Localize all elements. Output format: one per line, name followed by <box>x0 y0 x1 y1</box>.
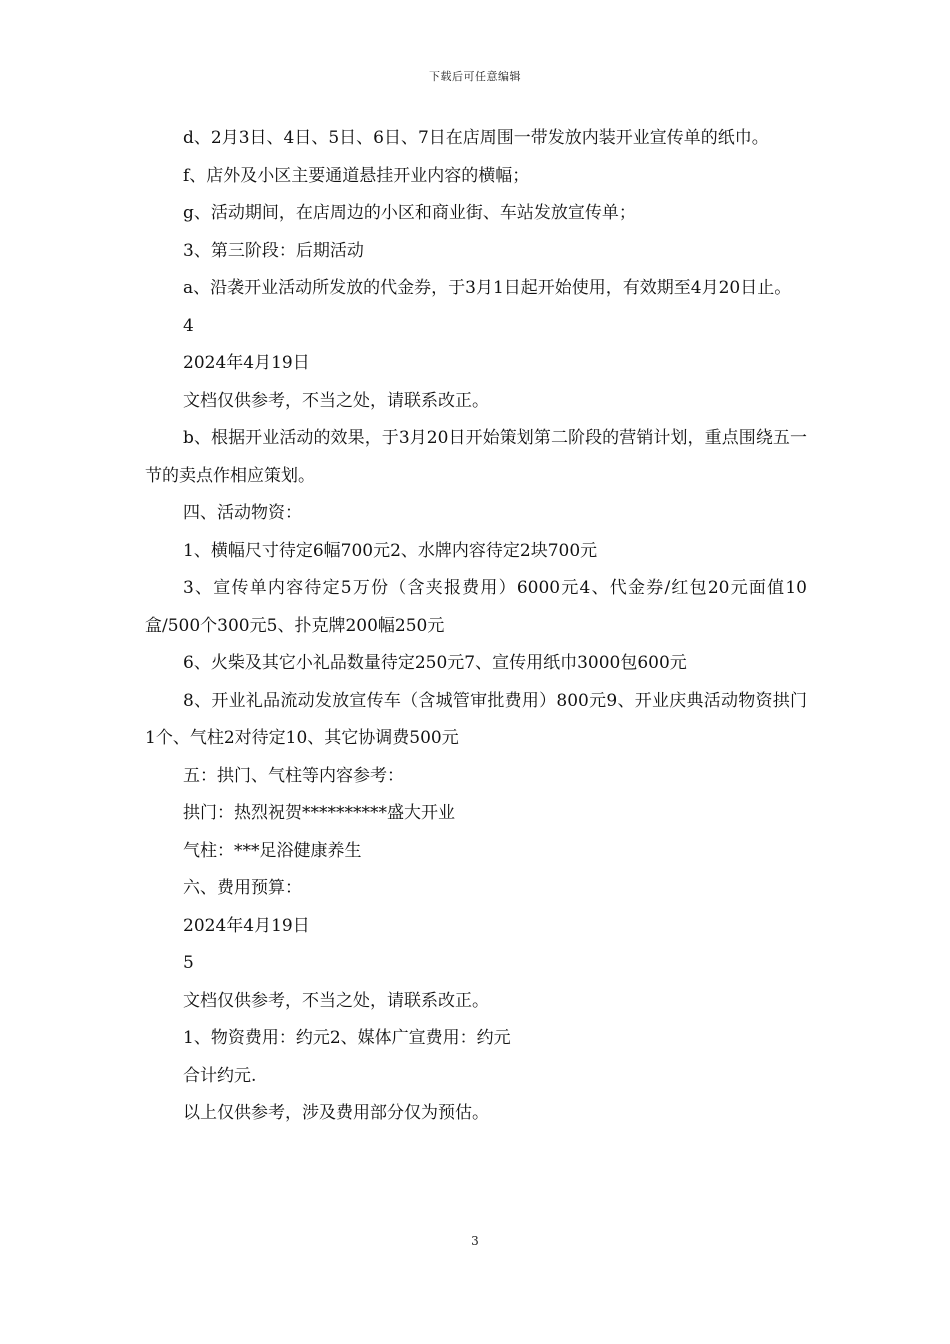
page-header: 下载后可任意编辑 <box>429 70 521 83</box>
paragraph: b、根据开业活动的效果，于3月20日开始策划第二阶段的营销计划，重点围绕五一节的卖点作相应策划。 <box>145 428 807 486</box>
section-heading: 六、费用预算： <box>183 878 302 898</box>
paragraph: 以上仅供参考，涉及费用部分仅为预估。 <box>183 1103 489 1123</box>
list-item: 3、宣传单内容待定5万份（含夹报费用）6000元4、代金券/红包20元面值10盒/500个300元5、扑克牌200幅250元 <box>145 578 807 636</box>
section-heading: 四、活动物资： <box>183 503 302 523</box>
section-heading: 五：拱门、气柱等内容参考： <box>183 765 404 786</box>
list-item: 1、横幅尺寸待定6幅700元2、水牌内容待定2块700元 <box>183 540 598 561</box>
date-line: 2024年4月19日 <box>183 915 310 936</box>
date-line: 2024年4月19日 <box>183 353 310 373</box>
list-item: 6、火柴及其它小礼品数量待定250元7、宣传用纸巾3000包600元 <box>183 653 687 673</box>
paragraph: 1、物资费用：约元2、媒体广宣费用：约元 <box>183 1028 511 1048</box>
paragraph: 拱门：热烈祝贺**********盛大开业 <box>183 803 455 823</box>
paragraph: 合计约元. <box>183 1065 257 1086</box>
paragraph: a、沿袭开业活动所发放的代金券，于3月1日起开始使用，有效期至4月20日止。 <box>183 278 792 298</box>
disclaimer: 文档仅供参考，不当之处，请联系改正。 <box>183 390 489 411</box>
inline-page-number: 5 <box>183 953 194 973</box>
page-number: 3 <box>471 1234 479 1248</box>
paragraph: 气柱：***足浴健康养生 <box>183 840 362 861</box>
list-item: 8、开业礼品流动发放宣传车（含城管审批费用）800元9、开业庆典活动物资拱门1个、气柱2对待定10、其它协调费500元 <box>145 690 807 748</box>
paragraph: d、2月3日、4日、5日、6日、7日在店周围一带发放内装开业宣传单的纸巾。 <box>183 128 769 148</box>
disclaimer: 文档仅供参考，不当之处，请联系改正。 <box>183 990 489 1011</box>
inline-page-number: 4 <box>183 315 194 336</box>
paragraph: f、店外及小区主要通道悬挂开业内容的横幅； <box>183 165 530 186</box>
paragraph: g、活动期间，在店周边的小区和商业街、车站发放宣传单； <box>183 203 636 223</box>
document-body <box>145 120 807 1133</box>
section-heading: 3、第三阶段：后期活动 <box>183 240 364 261</box>
